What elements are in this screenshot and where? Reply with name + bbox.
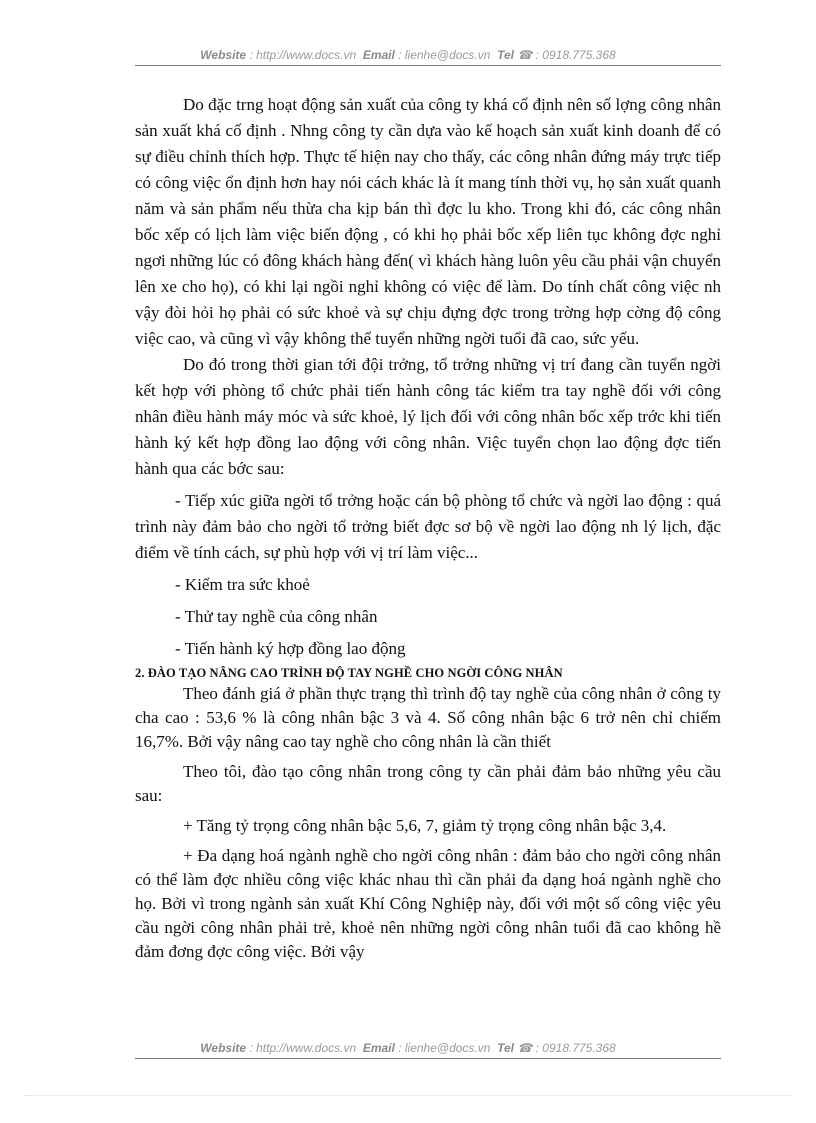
tel-value: ☎ : 0918.775.368 [517, 48, 616, 62]
section-heading: 2. ĐÀO TẠO NÂNG CAO TRÌNH ĐỘ TAY NGHỀ CHO NGỜI CÔNG NHÂN [135, 666, 563, 680]
website-value: : http://www.docs.vn [249, 48, 357, 62]
paragraph-6: + Đa dạng hoá ngành nghề cho ngời công nhân : đảm bảo cho ngời công nhân có thể làm đợc nhiều công việc khác nhau thì cần phải đa dạng hoá ngành nghề cho họ. Bởi vì trong ngành sản xuất Khí Công Nghiệp này, đối với một số công việc yêu cầu ngời công nhân phải trẻ, khoẻ nên những ngời công nhân tuổi đã cao không hề đảm đơng đợc công việc. Bởi vậy [135, 846, 721, 961]
footer-rule [135, 1058, 721, 1059]
paragraph-3: Theo đánh giá ở phần thực trạng thì trình độ tay nghề của công nhân ở công ty cha cao : 53,6 % là công nhân bậc 3 và 4. Số công nhân bậc 6 trở nên chỉ chiếm 16,7%. Bởi vậy nâng cao tay nghề cho công nhân là cần thiết [135, 684, 721, 751]
document-body [135, 92, 721, 964]
page-header [0, 48, 816, 62]
email-value: : lienhe@docs.vn [398, 48, 491, 62]
bullet-4: - Tiến hành ký hợp đồng lao động [175, 639, 406, 658]
bullet-2: - Kiểm tra sức khoẻ [175, 575, 310, 594]
footer-email-label: Email [362, 1041, 395, 1055]
bullet-3: - Thử tay nghề của công nhân [175, 607, 378, 626]
footer-tel-value: ☎ : 0918.775.368 [517, 1041, 616, 1055]
paragraph-1: Do đặc trng hoạt động sản xuất của công ty khá cố định nên số lợng công nhân sản xuất khá cố định . Nhng công ty cần dựa vào kế hoạch sản xuất kinh doanh để có sự điều chỉnh thích hợp. Thực tế hiện nay cho thấy, các công nhân đứng máy trực tiếp có công việc ổn định hơn hay nói cách khác là ít mang tính thời vụ, họ sản xuất quanh năm và sản phẩm nếu thừa cha kịp bán thì đợc lu kho. Trong khi đó, các công nhân bốc xếp có lịch làm việc biến động , có khi họ phải bốc xếp liên tục không đợc nghỉ ngơi những lúc có đông khách hàng đến( vì khách hàng luôn yêu cầu phải vận chuyển lên xe cho họ), có khi lại ngồi nghỉ không có việc để làm. Do tính chất công việc nh vậy đòi hỏi họ phải có sức khoẻ và sự chịu đựng đợc trong trờng hợp cờng độ công việc cao, và cũng vì vậy không thể tuyển những ngời tuổi đã cao, sức yếu. [135, 95, 721, 348]
bullet-1: - Tiếp xúc giữa ngời tổ trởng hoặc cán bộ phòng tổ chức và ngời lao động : quá trình này đảm bảo cho ngời tổ trởng biết đợc sơ bộ về ngời lao động nh lý lịch, đặc điểm về tính cách, sự phù hợp với vị trí làm việc... [135, 491, 721, 562]
header-rule [135, 65, 721, 66]
footer-email-value: : lienhe@docs.vn [398, 1041, 491, 1055]
footer-website-label: Website [200, 1041, 247, 1055]
footer-tel-label: Tel [497, 1041, 514, 1055]
page-footer [0, 1041, 816, 1055]
paragraph-4: Theo tôi, đào tạo công nhân trong công ty cần phải đảm bảo những yêu cầu sau: [135, 762, 721, 805]
footer-website-value: : http://www.docs.vn [249, 1041, 357, 1055]
page-break-line [24, 1095, 792, 1096]
paragraph-5: + Tăng tỷ trọng công nhân bậc 5,6, 7, giảm tỷ trọng công nhân bậc 3,4. [183, 816, 667, 835]
website-label: Website [200, 48, 247, 62]
email-label: Email [362, 48, 395, 62]
tel-label: Tel [497, 48, 514, 62]
paragraph-2: Do đó trong thời gian tới đội trởng, tổ trởng những vị trí đang cần tuyển ngời kết hợp với phòng tổ chức phải tiến hành công tác kiểm tra tay nghề đối với công nhân điều hành máy móc và sức khoẻ, lý lịch đối với công nhân bốc xếp trớc khi tiến hành ký kết hợp đồng lao động với công nhân. Việc tuyển chọn lao động đợc tiến hành qua các bớc sau: [135, 355, 721, 478]
